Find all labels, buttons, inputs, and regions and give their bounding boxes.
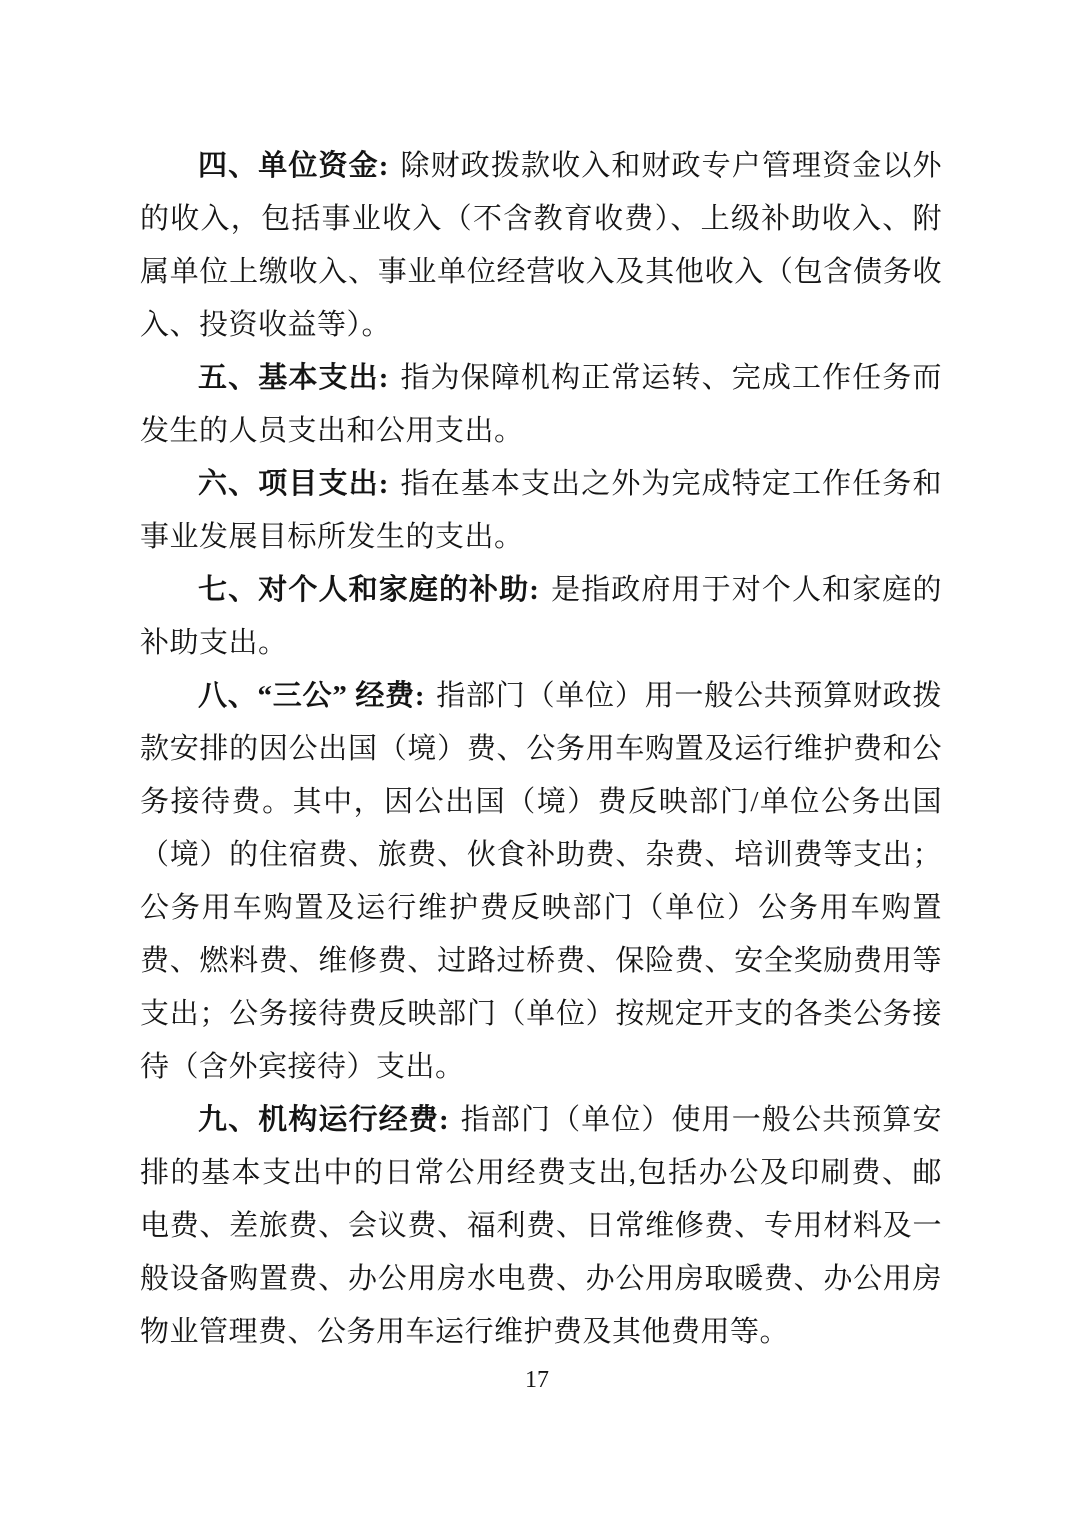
paragraph [140,1094,942,1359]
paragraph-heading: 四、单位资金: [198,150,389,182]
paragraph-heading: 七、对个人和家庭的补助: [198,574,540,606]
paragraph [140,140,942,352]
paragraph [140,458,942,564]
paragraph-body: 指在基本支出之外为完成特定工作任务和事业发展目标所发生的支出。 [140,468,942,553]
paragraph-heading: 六、项目支出: [198,468,389,500]
paragraph-body: 指部门（单位）使用一般公共预算安排的基本支出中的日常公用经费支出,包括办公及印刷费、邮电费、差旅费、会议费、福利费、日常维修费、专用材料及一般设备购置费、办公用房水电费、办公用房取暖费、办公用房物业管理费、公务用车运行维护费及其他费用等。 [140,1104,942,1348]
paragraph-body: 指部门（单位）用一般公共预算财政拨款安排的因公出国（境）费、公务用车购置及运行维护费和公务接待费。其中，因公出国（境）费反映部门/单位公务出国（境）的住宿费、旅费、伙食补助费、杂费、培训费等支出；公务用车购置及运行维护费反映部门（单位）公务用车购置费、燃料费、维修费、过路过桥费、保险费、安全奖励费用等支出；公务接待费反映部门（单位）按规定开支的各类公务接待（含外宾接待）支出。 [140,680,942,1083]
paragraph-heading: 九、机构运行经费: [198,1104,450,1136]
paragraph-body: 除财政拨款收入和财政专户管理资金以外的收入，包括事业收入（不含教育收费）、上级补助收入、附属单位上缴收入、事业单位经营收入及其他收入（包含债务收入、投资收益等）。 [140,150,942,341]
paragraph [140,352,942,458]
page-number: 17 [525,1367,549,1393]
paragraph-heading: 五、基本支出: [198,362,389,394]
document-body [140,140,942,1359]
paragraph-heading: 八、“三公” 经费: [198,680,426,712]
paragraph-body: 指为保障机构正常运转、完成工作任务而发生的人员支出和公用支出。 [140,362,942,447]
paragraph [140,670,942,1094]
paragraph [140,564,942,670]
paragraph-body: 是指政府用于对个人和家庭的补助支出。 [140,574,942,659]
